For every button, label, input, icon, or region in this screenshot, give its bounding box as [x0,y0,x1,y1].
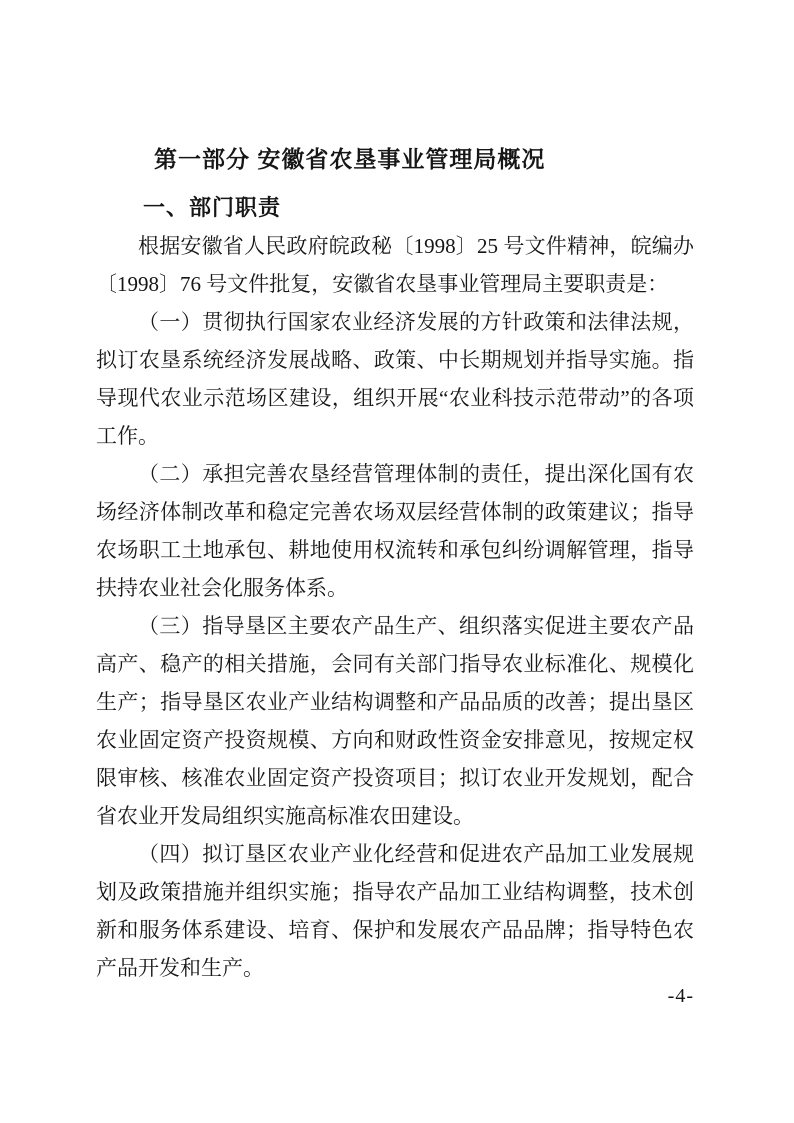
document-content [96,0,694,987]
paragraph: （三）指导垦区主要农产品生产、组织落实促进主要农产品高产、稳产的相关措施，会同有关部门指导农业标准化、规模化生产；指导垦区农业产业结构调整和产品品质的改善；提出垦区农业固定资产投资规模、方向和财政性资金安排意见，按规定权限审核、核准农业固定资产投资项目；拟订农业开发规划，配合省农业开发局组织实施高标准农田建设。 [96,614,694,828]
section-heading: 一、部门职责 [143,195,282,220]
document-body [96,227,694,987]
paragraph: 根据安徽省人民政府皖政秘〔1998〕25 号文件精神，皖编办〔1998〕76 号文件批复，安徽省农垦事业管理局主要职责是： [96,234,694,296]
document-title: 第一部分 安徽省农垦事业管理局概况 [154,146,546,172]
page-number: -4- [667,985,694,1007]
paragraph: （四）拟订垦区农业产业化经营和促进农产品加工业发展规划及政策措施并组织实施；指导农产品加工业结构调整，技术创新和服务体系建设、培育、保护和发展农产品品牌；指导特色农产品开发和生产。 [96,842,694,980]
paragraph: （一）贯彻执行国家农业经济发展的方针政策和法律法规，拟订农垦系统经济发展战略、政策、中长期规划并指导实施。指导现代农业示范场区建设，组织开展“农业科技示范带动”的各项工作。 [96,310,694,448]
paragraph: （二）承担完善农垦经营管理体制的责任，提出深化国有农场经济体制改革和稳定完善农场双层经营体制的政策建议；指导农场职工土地承包、耕地使用权流转和承包纠纷调解管理，指导扶持农业社会化服务体系。 [96,462,694,600]
